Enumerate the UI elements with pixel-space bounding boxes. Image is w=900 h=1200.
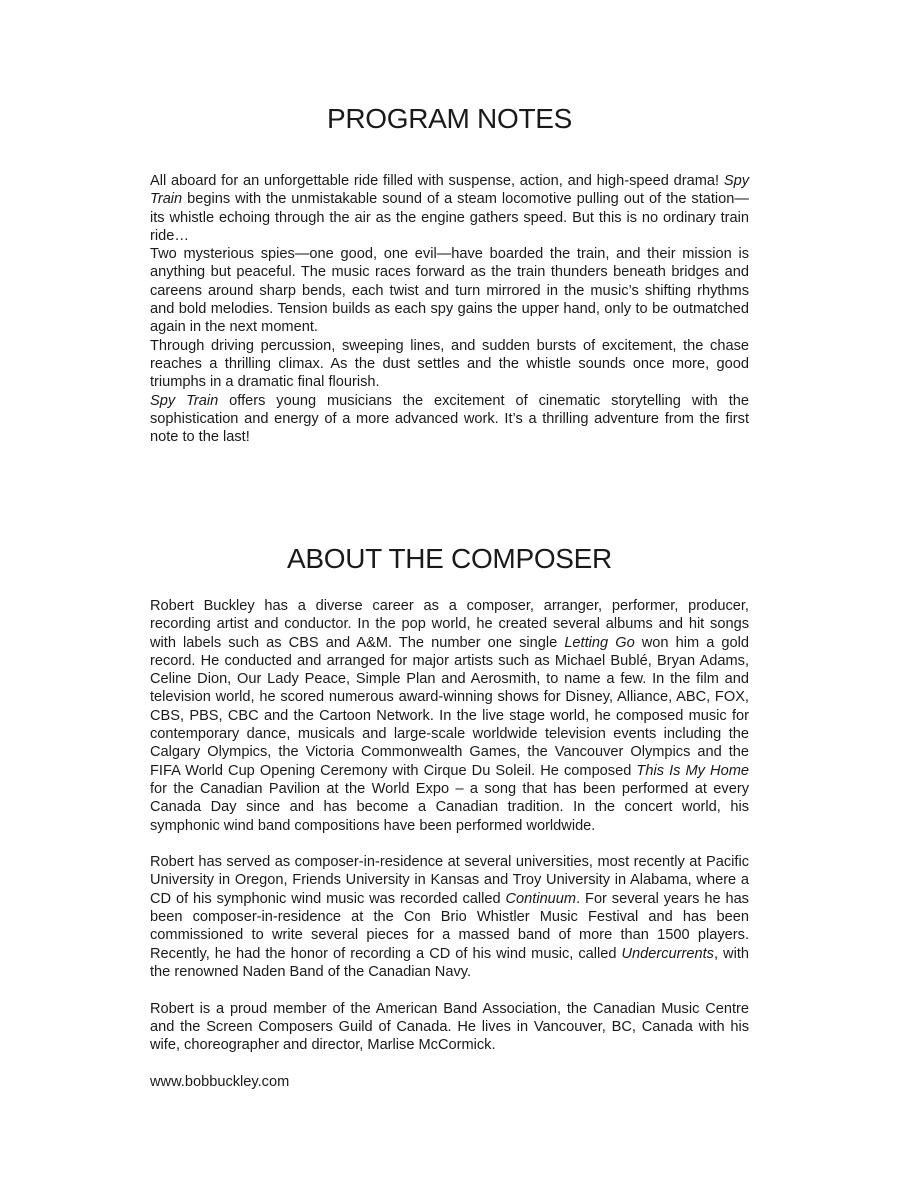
composer-paragraph-2 bbox=[150, 853, 749, 981]
song-title-italic: This Is My Home bbox=[636, 762, 749, 779]
composer-paragraph-3: Robert is a proud member of the American Band Association, the Canadian Music Centre and the Screen Composers Guild of Canada. He lives in Vancouver, BC, Canada with his wife, choreographer and director, Marlise McCormick. bbox=[150, 1000, 749, 1054]
about-composer-body bbox=[150, 597, 749, 1091]
program-notes-paragraph-2: Two mysterious spies—one good, one evil—have boarded the train, and their mission is anything but peaceful. The music races forward as the train thunders beneath bridges and careens around sharp bends, each twist and turn mirrored in the music’s shifting rhythms and bold melodies. Tension builds as each spy gains the upper hand, only to be outmatched again in the next moment. bbox=[150, 246, 749, 336]
about-composer-title: ABOUT THE COMPOSER bbox=[287, 543, 612, 574]
composer-website: www.bobbuckley.com bbox=[150, 1073, 290, 1090]
text-span: Robert has served as composer-in-residence at several universities, most recently at Pacific University in Oregon, Friends University in Kansas and Troy University in Alabama, where a CD of his symphonic wind music was recorded called bbox=[150, 854, 749, 907]
text-span: won him a gold record. He conducted and arranged for major artists such as Michael Bublé, Bryan Adams, Celine Dion, Our Lady Peace, Simple Plan and Aerosmith, to name a few. In the film and television world, he scored numerous award-winning shows for Disney, Alliance, ABC, FOX, CBS, PBS, CBC and the Cartoon Network. In the live stage world, he composed music for contemporary dance, musicals and large-scale worldwide television events including the Calgary Olympics, the Victoria Commonwealth Games, the Vancouver Olympics and the FIFA World Cup Opening Ceremony with Cirque Du Soleil. He composed bbox=[150, 634, 750, 779]
text-span: begins with the unmistakable sound of a steam locomotive pulling out of the station—its whistle echoing through the air as the engine gathers speed. But this is no ordinary train ride… bbox=[150, 191, 749, 244]
text-span: , with the renowned Naden Band of the Canadian Navy. bbox=[150, 945, 749, 980]
composer-paragraph-1 bbox=[150, 597, 749, 835]
piece-title-italic: Spy Train bbox=[150, 392, 219, 409]
text-span: offers young musicians the excitement of cinematic storytelling with the sophistication and energy of a more advanced work. It’s a thrilling adventure from the first note to the last! bbox=[150, 392, 749, 446]
album-title-italic: Continuum bbox=[505, 890, 577, 907]
program-notes-paragraph-1 bbox=[150, 172, 749, 245]
program-notes-title: PROGRAM NOTES bbox=[326, 103, 572, 134]
text-span: Robert Buckley has a diverse career as a composer, arranger, performer, producer, recording artist and conductor. In the pop world, he created several albums and hit songs with labels such as CBS and A&M. The number one single bbox=[150, 598, 749, 651]
album-title-italic: Undercurrents bbox=[621, 945, 714, 962]
program-notes-paragraph-3: Through driving percussion, sweeping lines, and sudden bursts of excitement, the chase reaches a thrilling climax. As the dust settles and the whistle sounds once more, good triumphs in a dramatic final flourish. bbox=[150, 337, 749, 391]
program-notes-paragraph-4 bbox=[150, 392, 749, 447]
text-span: for the Canadian Pavilion at the World Expo – a song that has been performed at every Canada Day since and has become a Canadian tradition. In the concert world, his symphonic wind band compositions have been performed worldwide. bbox=[150, 780, 749, 834]
text-span: . For several years he has been composer-in-residence at the Con Brio Whistler Music Festival and has been commissioned to write several pieces for a massed band of more than 1500 players. Recently, he had the honor of recording a CD of his wind music, called bbox=[150, 890, 749, 962]
text-span: All aboard for an unforgettable ride filled with suspense, action, and high-speed drama! bbox=[150, 173, 724, 189]
program-notes-body bbox=[150, 172, 749, 446]
song-title-italic: Letting Go bbox=[564, 634, 635, 651]
piece-title-italic: Spy Train bbox=[150, 173, 749, 208]
